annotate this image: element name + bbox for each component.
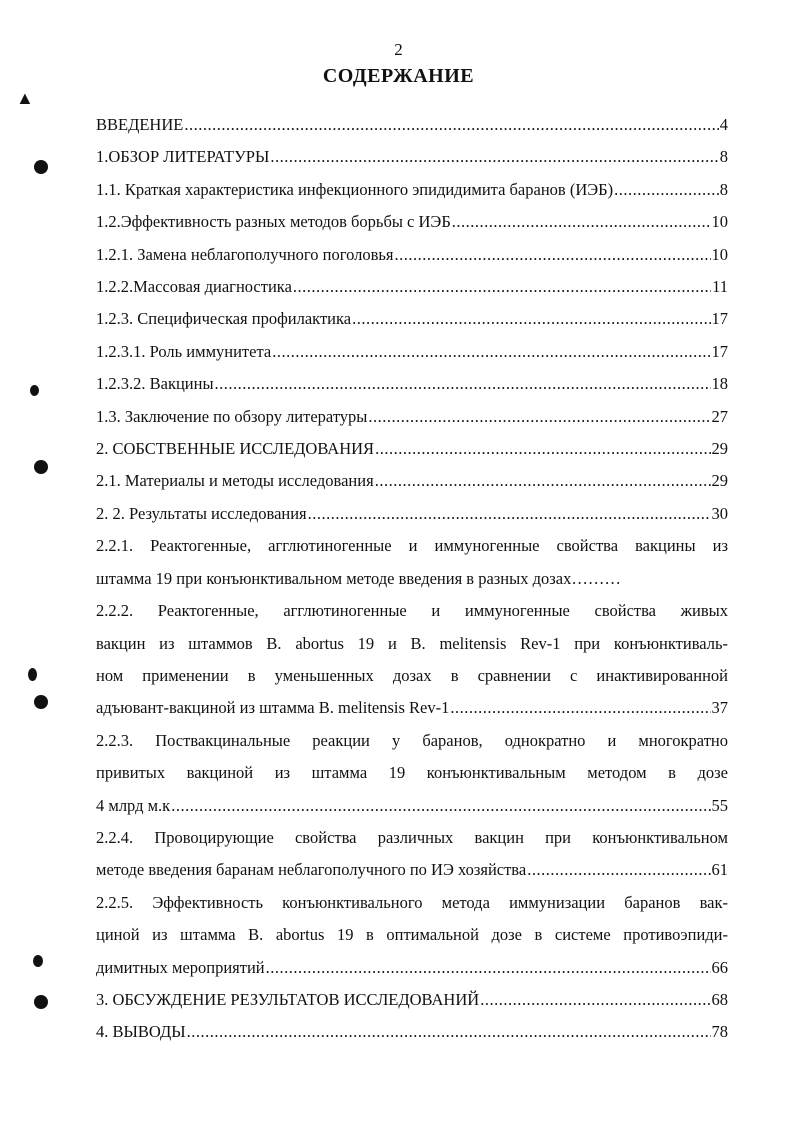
toc-entry-multiline[interactable] [96,887,728,984]
toc-entry-title: димитных мероприятий [96,957,265,977]
toc-entry[interactable] [96,239,728,271]
toc-entry-title: 2. 2. Результаты исследования [96,503,307,523]
toc-entry-page: 8 [719,179,728,199]
toc-entry-page: 61 [711,860,728,880]
toc-entry-title: ВВЕДЕНИЕ [96,115,184,134]
toc-entry-line [96,854,728,886]
page-number: 2 [394,40,403,59]
toc-entry-page: 10 [711,244,728,264]
binder-hole-icon [34,695,48,709]
toc-entry-page: 66 [711,957,728,977]
toc-entry[interactable] [96,336,728,368]
toc-entry-title: 1.2.Эффективность разных методов борьбы с ИЭБ [96,212,451,232]
toc-entry[interactable] [96,174,728,206]
toc-entry-title: 4. ВЫВОДЫ [96,1022,186,1042]
toc-entry-title: 1.2.3.2. Вакцины [96,374,214,394]
toc-entry-title: 1.2.2.Массовая диагностика [96,277,292,297]
toc-entry-line: циной из штамма B. abortus 19 в оптимальной дозе в системе противоэпиди- [96,925,728,945]
toc-entry-title: 1.2.1. Замена неблагополучного поголовья [96,244,394,264]
toc-entry-page: 29 [711,439,728,459]
page-title: СОДЕРЖАНИЕ [322,65,475,87]
binder-mark-icon [28,668,37,681]
binder-mark-icon [33,955,43,967]
toc-entry-title: 2.1. Материалы и методы исследования [96,471,374,491]
toc-entry[interactable] [96,433,728,465]
binder-hole-icon [34,995,48,1009]
toc-entry-title: 1.2.3.1. Роль иммунитета [96,341,272,361]
toc-entry[interactable] [96,368,728,400]
toc-entry[interactable] [96,465,728,497]
toc-entry-page: 10 [711,212,728,232]
toc-entry-title: методе введения баранам неблагополучного по ИЭ хозяйства [96,860,527,880]
toc-entry-multiline[interactable] [96,822,728,887]
toc-entry-page: 78 [711,1022,728,1042]
toc-entry[interactable] [96,984,728,1016]
toc-entry-multiline[interactable] [96,595,728,725]
toc-entry-page: 55 [711,795,728,815]
toc-entry-line: 2.2.4. Провоцирующие свойства различных вакцин при конъюнктивальном [96,827,728,847]
toc-entry-line: 2.2.2. Реактогенные, агглютиногенные и иммуногенные свойства живых [96,601,728,621]
toc-entry-line: 2.2.5. Эффективность конъюнктивального метода иммунизации баранов вак- [96,892,728,912]
toc-entry-page: 17 [711,309,728,329]
toc-entry-title: адъювант-вакциной из штамма B. melitensis Rev-1 [96,698,450,718]
toc-entry-page: 4 [719,115,728,134]
toc-entry-title: 1.1. Краткая характеристика инфекционного эпидидимита баранов (ИЭБ) [96,179,614,199]
toc-entry-multiline[interactable] [96,530,728,595]
binder-hole-icon [34,460,48,474]
toc-entry-line: привитых вакциной из штамма 19 конъюнктивальным методом в дозе [96,763,728,783]
toc-entry[interactable] [96,1016,728,1048]
toc-entry-page: 8 [719,147,728,167]
toc-entry-title: 2. СОБСТВЕННЫЕ ИССЛЕДОВАНИЯ [96,439,375,459]
toc-entry-line [96,952,728,984]
toc-entry[interactable] [96,498,728,530]
toc-entry-title: 1.3. Заключение по обзору литературы [96,406,368,426]
toc-entry[interactable] [96,271,728,303]
toc-entry-page: 37 [711,698,728,718]
toc-entry-line [96,790,728,822]
binder-hole-icon [34,160,48,174]
toc-entry-page: 68 [711,989,728,1009]
toc-entry-title: 3. ОБСУЖДЕНИЕ РЕЗУЛЬТАТОВ ИССЛЕДОВАНИЙ [96,989,480,1009]
toc-entry[interactable] [96,303,728,335]
toc-entry-page: 11 [712,277,728,297]
toc-entry[interactable] [96,109,728,141]
toc-entry-multiline[interactable] [96,725,728,822]
toc-entry[interactable] [96,141,728,173]
toc-entry-title: 4 млрд м.к [96,795,171,815]
toc-entry-line: ном применении в уменьшенных дозах в сравнении с инактивированной [96,665,728,685]
toc-entry-line [96,692,728,724]
toc-entry-title: 1.2.3. Специфическая профилактика [96,309,352,329]
binder-mark-icon: ▲ [16,88,34,108]
toc-entry-page: 30 [711,503,728,523]
toc-entry-page: 17 [711,341,728,361]
toc-entry-line: вакцин из штаммов B. abortus 19 и B. melitensis Rev-1 при конъюнктиваль- [96,633,728,653]
toc-entry[interactable] [96,401,728,433]
toc-entry[interactable] [96,206,728,238]
binder-mark-icon [30,385,39,396]
toc-entry-line: штамма 19 при конъюнктивальном методе введения в разных дозах……… [96,568,621,588]
toc-entry-page: 18 [711,374,728,394]
toc-entry-page: 29 [711,471,728,491]
toc-entry-title: 1.ОБЗОР ЛИТЕРАТУРЫ [96,147,270,167]
table-of-contents [96,109,728,1049]
toc-entry-line: 2.2.3. Поствакцинальные реакции у баранов, однократно и многократно [96,730,728,750]
toc-entry-line: 2.2.1. Реактогенные, агглютиногенные и иммуногенные свойства вакцины из [96,536,728,556]
toc-entry-page: 27 [711,406,728,426]
